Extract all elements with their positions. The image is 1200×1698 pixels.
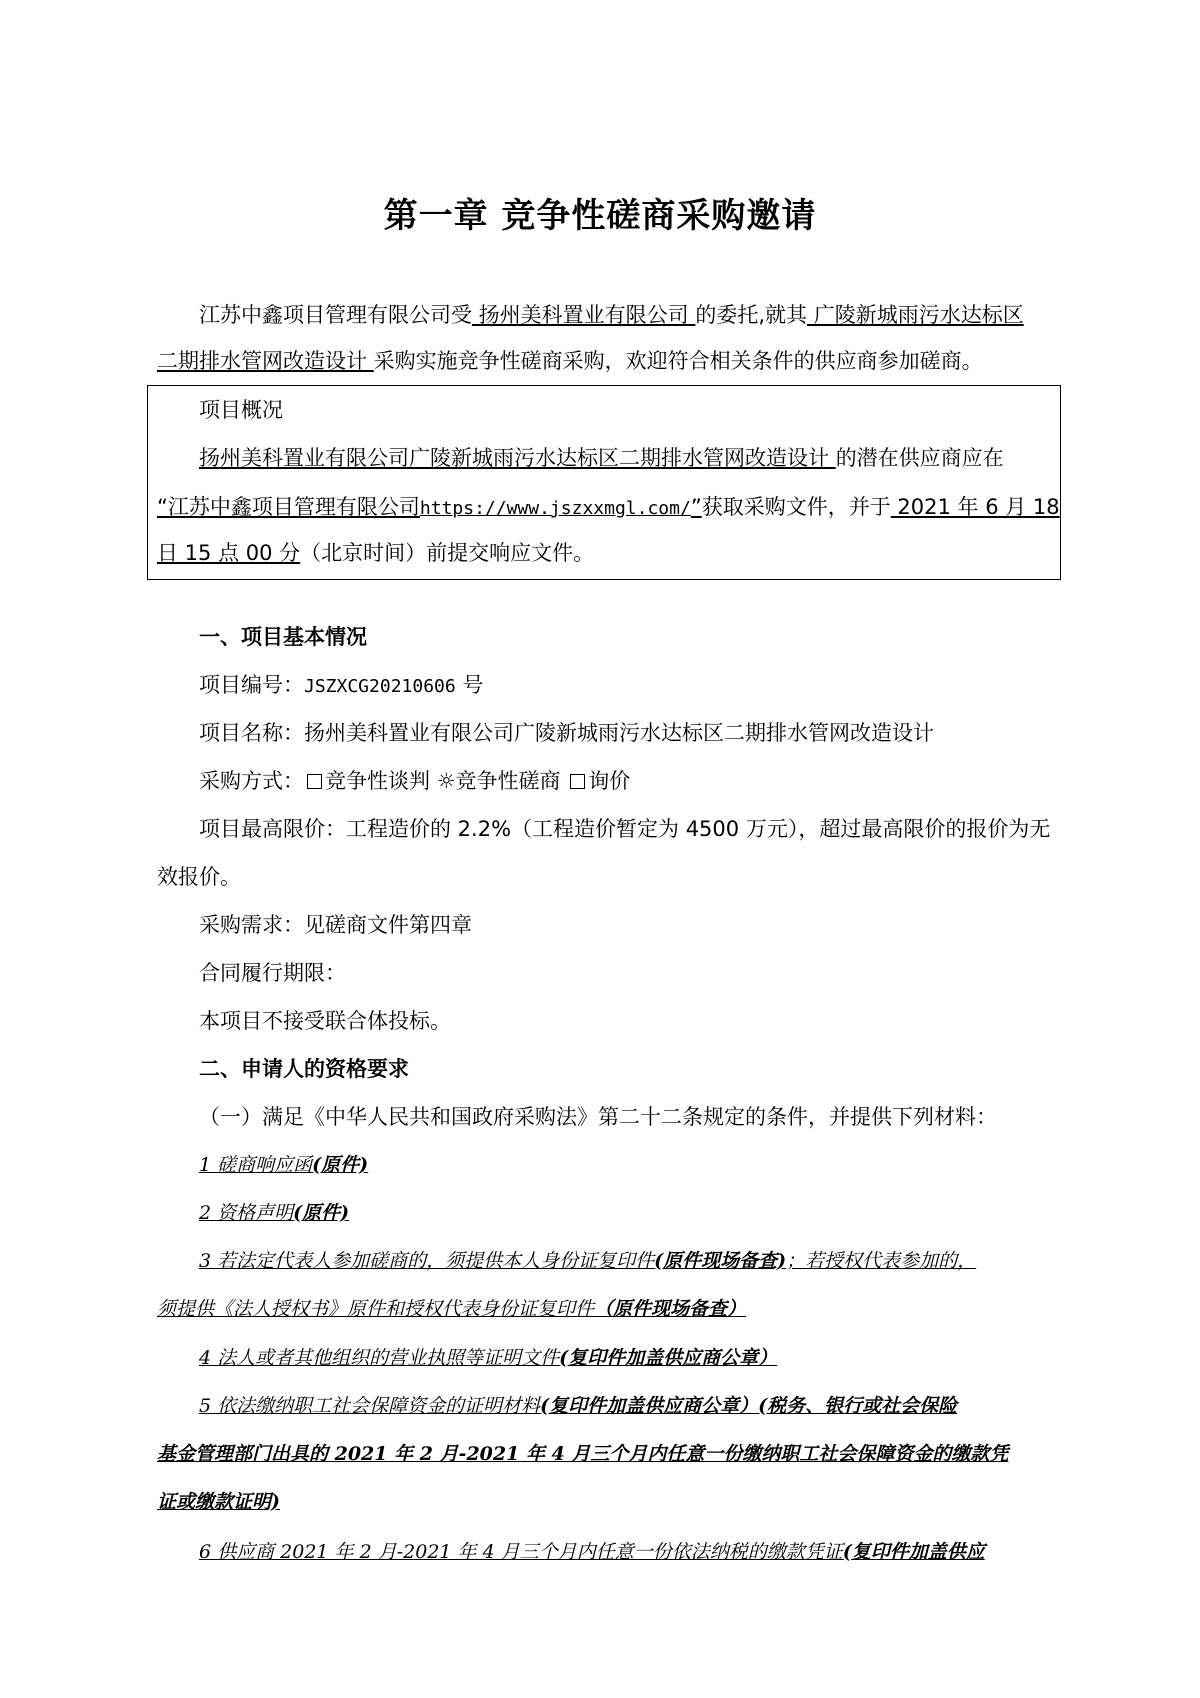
item-note: (原件现场备查) [654, 1250, 787, 1272]
item-text: 3 若法定代表人参加磋商的，须提供本人身份证复印件 [199, 1250, 655, 1272]
requirement-item-3-cont [157, 1294, 1057, 1324]
item-note: (复印件加盖供应商公章）(税务、银行或社会保险 [540, 1395, 958, 1417]
client-name: 扬州美科置业有限公司 [472, 303, 696, 327]
project-number-suffix: 号 [455, 673, 484, 697]
contract-period: 合同履行期限： [199, 961, 346, 985]
checked-mark-icon: ☼ [436, 769, 456, 793]
method-option-selected: 竞争性磋商 [455, 769, 561, 793]
intro-line-2 [157, 346, 1057, 376]
procurement-method [199, 766, 1099, 796]
project-number [199, 670, 1099, 702]
item-note: (复印件加盖供应商公章） [559, 1347, 778, 1369]
requirement-item-4 [199, 1343, 1099, 1373]
consortium-note: 本项目不接受联合体投标。 [199, 1009, 451, 1033]
max-price-line-1: 项目最高限价：工程造价的 2.2%（工程造价暂定为 4500 万元），超过最高限价的报价为无 [199, 817, 1051, 841]
project-full-name: 扬州美科置业有限公司广陵新城雨污水达标区二期排水管网改造设计 [199, 446, 836, 470]
method-label: 采购方式： [199, 769, 304, 793]
section-2-heading: 二、申请人的资格要求 [199, 1057, 409, 1081]
max-price-line-2: 效报价。 [157, 865, 241, 889]
overview-line-1 [199, 443, 1099, 473]
requirement-item-5-end: 证或缴款证明) [157, 1491, 280, 1513]
item-text: 4 法人或者其他组织的营业执照等证明文件 [199, 1347, 560, 1369]
requirement-item-5 [199, 1391, 1099, 1421]
project-number-label: 项目编号： [199, 673, 304, 697]
deadline-date: 2021 年 6 月 18 [890, 495, 1060, 519]
quote-mark: ” [690, 495, 702, 519]
item-note: （原件现场备查） [594, 1298, 747, 1320]
requirement-item-2 [199, 1198, 1099, 1228]
overview-line-3 [157, 538, 1057, 568]
agency-name: “江苏中鑫项目管理有限公司 [157, 495, 420, 519]
chapter-title: 第一章 竞争性磋商采购邀请 [383, 196, 817, 236]
deadline-time: 日 15 点 00 分 [157, 541, 301, 565]
overview-heading: 项目概况 [199, 398, 283, 422]
procurement-demand: 采购需求：见磋商文件第四章 [199, 913, 472, 937]
overview-line-2 [157, 492, 1060, 524]
checkbox-empty-icon [570, 774, 585, 789]
item-text: ；若授权代表参加的， [786, 1250, 977, 1272]
item-note: (复印件加盖供应 [842, 1541, 985, 1563]
item-text: 6 供应商 2021 年 2 月-2021 年 4 月三个月内任意一份依法纳税的缴款凭证 [199, 1541, 843, 1563]
project-name: 广陵新城雨污水达标区 [807, 303, 1024, 327]
requirement-item-5-cont: 基金管理部门出具的 2021 年 2 月-2021 年 4 月三个月内任意一份缴纳职工社会保障资金的缴款凭 [157, 1443, 1009, 1465]
project-name: 二期排水管网改造设计 [157, 349, 374, 373]
overview-text: 获取采购文件，并于 [701, 495, 891, 519]
requirement-item-6 [199, 1537, 1099, 1567]
project-name-line: 项目名称：扬州美科置业有限公司广陵新城雨污水达标区二期排水管网改造设计 [199, 721, 934, 745]
item-note: (原件) [293, 1202, 350, 1224]
method-option: 询价 [588, 769, 631, 793]
item-text: 须提供《法人授权书》原件和授权代表身份证复印件 [157, 1298, 595, 1320]
intro-text: 江苏中鑫项目管理有限公司受 [199, 303, 472, 327]
project-number-value: JSZXCG20210606 [304, 676, 456, 697]
intro-text: 的委托,就其 [695, 303, 808, 327]
checkbox-empty-icon [307, 774, 322, 789]
item-text: 5 依法缴纳职工社会保障资金的证明材料 [199, 1395, 541, 1417]
method-option: 竞争性谈判 [325, 769, 430, 793]
requirement-item-3 [199, 1246, 1099, 1276]
item-note: (原件) [312, 1154, 369, 1176]
overview-text: （北京时间）前提交响应文件。 [300, 541, 595, 565]
agency-url[interactable]: https://www.jszxxmgl.com/ [419, 498, 691, 519]
intro-line-1 [199, 300, 1099, 330]
section-1-heading: 一、项目基本情况 [199, 625, 367, 649]
intro-text: 采购实施竞争性磋商采购，欢迎符合相关条件的供应商参加磋商。 [373, 349, 983, 373]
item-text: 1 磋商响应函 [199, 1154, 313, 1176]
overview-text: 的潜在供应商应在 [835, 446, 1004, 470]
item-text: 2 资格声明 [199, 1202, 294, 1224]
requirement-item-1 [199, 1150, 1099, 1180]
qualification-intro: （一）满足《中华人民共和国政府采购法》第二十二条规定的条件，并提供下列材料： [199, 1105, 997, 1129]
